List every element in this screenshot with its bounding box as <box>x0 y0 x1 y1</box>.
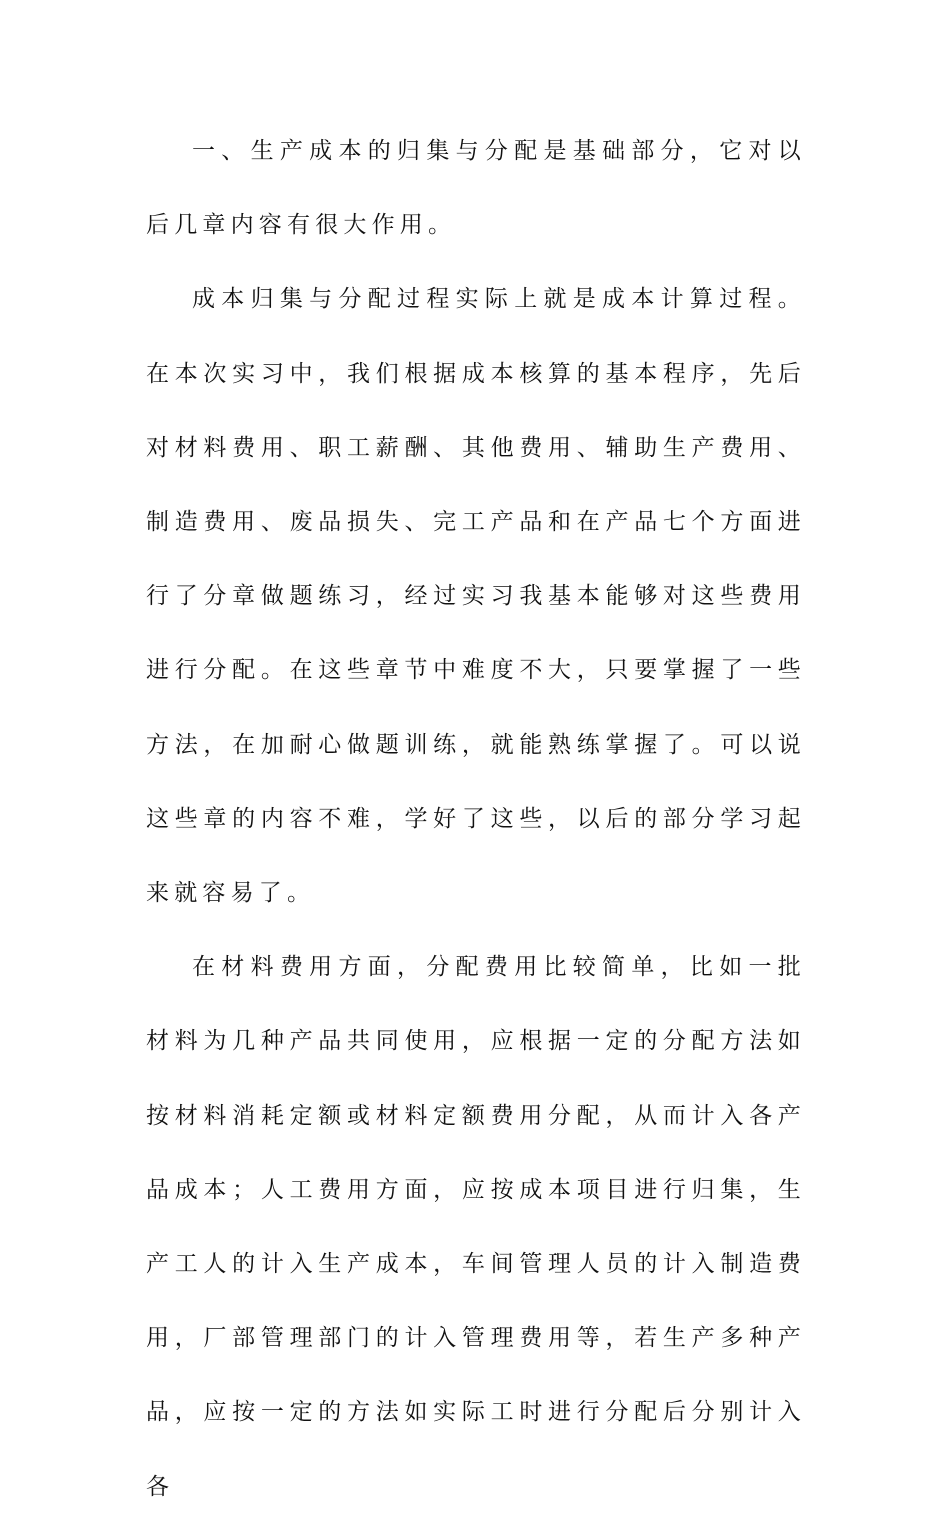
document-body <box>146 114 806 1524</box>
paragraph-3: 在材料费用方面，分配费用比较简单，比如一批材料为几种产品共同使用，应根据一定的分配方法如按材料消耗定额或材料定额费用分配，从而计入各产品成本；人工费用方面，应按成本项目进行归集，生产工人的计入生产成本，车间管理人员的计入制造费用，厂部管理部门的计入管理费用等，若生产多种产品，应按一定的方法如实际工时进行分配后分别计入各 <box>146 954 806 1500</box>
paragraph-1: 一、生产成本的归集与分配是基础部分，它对以后几章内容有很大作用。 <box>146 138 806 239</box>
paragraph-2: 成本归集与分配过程实际上就是成本计算过程。在本次实习中，我们根据成本核算的基本程序，先后对材料费用、职工薪酬、其他费用、辅助生产费用、制造费用、废品损失、完工产品和在产品七个方面进行了分章做题练习，经过实习我基本能够对这些费用进行分配。在这些章节中难度不大，只要掌握了一些方法，在加耐心做题训练，就能熟练掌握了。可以说这些章的内容不难，学好了这些，以后的部分学习起来就容易了。 <box>146 286 806 907</box>
